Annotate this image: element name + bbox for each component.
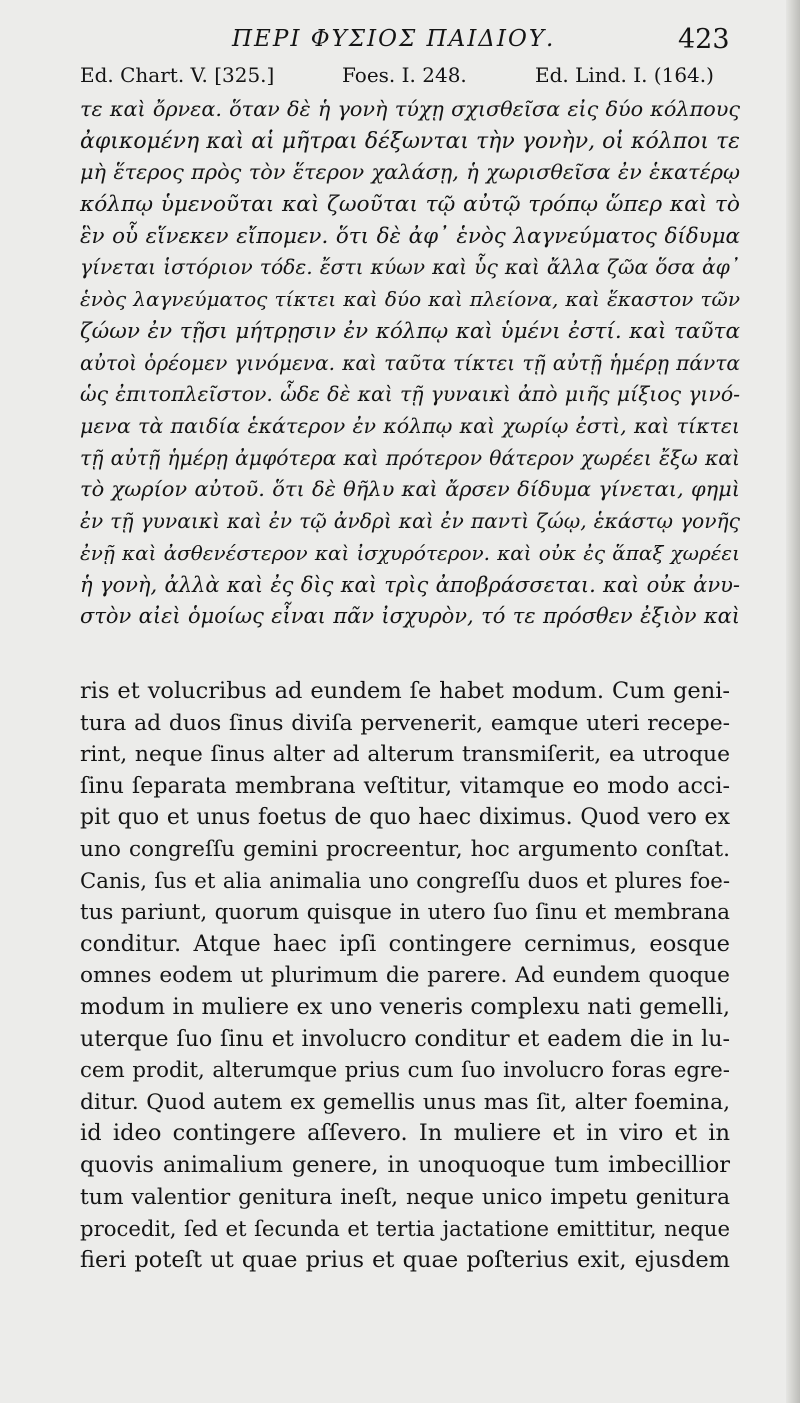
greek-line: ἡ γονὴ, ἀλλὰ καὶ ἐς δὶς καὶ τρὶς ἀποβράσσεται. καὶ οὐκ ἀνυ- xyxy=(80,572,740,598)
latin-line: fieri poteſt ut quae prius et quae poſterius exit, ejusdem xyxy=(80,1246,730,1273)
latin-line: Canis, ſus et alia animalia uno congreſſu duos et plures foe- xyxy=(80,868,730,894)
greek-line: κόλπῳ ὑμενοῦται καὶ ζωοῦται τῷ αὐτῷ τρόπῳ ὥπερ καὶ τὸ xyxy=(80,192,740,218)
latin-line: quovis animalium genere, in unoquoque tum imbecillior xyxy=(80,1151,730,1178)
latin-line: tum valentior genitura ineſt, neque unico impetu genitura xyxy=(80,1184,730,1210)
greek-line: στὸν αἰεὶ ὁμοίως εἶναι πᾶν ἰσχυρὸν, τό τε πρόσθεν ἐξιὸν καὶ xyxy=(80,604,740,628)
greek-line: τε καὶ ὄρνεα. ὅταν δὲ ἡ γονὴ τύχῃ σχισθεῖσα εἰς δύο κόλπους xyxy=(80,97,740,121)
greek-line: τῇ αὐτῇ ἡμέρῃ ἀμφότερα καὶ πρότερον θάτερον χωρέει ἔξω καὶ xyxy=(80,445,740,470)
latin-line: tus pariunt, quorum quisque in utero ſuo ſinu et membrana xyxy=(80,900,730,926)
page-edge-shadow xyxy=(786,0,800,1403)
greek-line: ζώων ἐν τῇσι μήτρῃσιν ἐν κόλπῳ καὶ ὑμένι ἐστί. καὶ ταῦτα xyxy=(80,318,740,344)
latin-line: procedit, ſed et ſecunda et tertia jactatione emittitur, neque xyxy=(80,1216,730,1242)
greek-line: τὸ χωρίον αὐτοῦ. ὅτι δὲ θῆλυ καὶ ἄρσεν δίδυμα γίνεται, φημὶ xyxy=(80,477,740,502)
latin-line: modum in muliere ex uno veneris complexu nati gemelli, xyxy=(80,993,730,1020)
greek-line: μὴ ἕτερος πρὸς τὸν ἕτερον χαλάσῃ, ἡ χωρισθεῖσα ἐν ἑκατέρῳ xyxy=(80,160,740,185)
latin-line: tura ad duos ſinus diviſa pervenerit, eamque uteri recepe- xyxy=(80,710,730,736)
latin-line: id ideo contingere aſſevero. In muliere et in viro et in xyxy=(80,1120,730,1147)
latin-line: uterque ſuo ſinu et involucro conditur et eadem die in lu- xyxy=(80,1025,730,1052)
running-title: ΠΕΡΙ ΦΥΣΙΟΣ ΠΑΙΔΙΟΥ. xyxy=(232,26,556,52)
latin-line: pit quo et unus foetus de quo haec diximus. Quod vero ex xyxy=(80,805,730,831)
greek-line: αὐτοὶ ὁρέομεν γινόμενα. καὶ ταῦτα τίκτει τῇ αὐτῇ ἡμέρῃ πάντα xyxy=(80,350,740,375)
greek-text-block xyxy=(80,94,740,633)
greek-line: ὡς ἐπιτοπλεῖστον. ὧδε δὲ καὶ τῇ γυναικὶ ἀπὸ μιῆς μίξιος γινό- xyxy=(80,382,740,407)
page-number: 423 xyxy=(678,24,730,55)
greek-line: γίνεται ἱστόριον τόδε. ἔστι κύων καὶ ὗς καὶ ἄλλα ζῶα ὅσα ἀφ᾽ xyxy=(80,255,740,280)
greek-line: ἐν τῇ γυναικὶ καὶ ἐν τῷ ἀνδρὶ καὶ ἐν παντὶ ζώῳ, ἑκάστῳ γονῆς xyxy=(80,508,740,533)
latin-line: rint, neque ſinus alter ad alterum transmiſerit, ea utroque xyxy=(80,742,730,768)
latin-text-block xyxy=(80,676,730,1276)
edition-ref-chart: Ed. Chart. V. [325.] xyxy=(80,63,275,87)
running-head xyxy=(0,22,800,58)
greek-line: ἐνῇ καὶ ἀσθενέστερον καὶ ἰσχυρότερον. καὶ οὐκ ἐς ἅπαξ χωρέει xyxy=(80,540,740,565)
latin-line: ditur. Quod autem ex gemellis unus mas ſit, alter foemina, xyxy=(80,1089,730,1115)
edition-ref-foes: Foes. I. 248. xyxy=(342,63,467,87)
greek-line: ἀφικομένη καὶ αἱ μῆτραι δέξωνται τὴν γονὴν, οἱ κόλποι τε xyxy=(80,128,740,154)
latin-line: ſinu ſeparata membrana veſtitur, vitamque eo modo acci- xyxy=(80,772,730,799)
latin-line: omnes eodem ut plurimum die parere. Ad eundem quoque xyxy=(80,963,730,989)
edition-ref-lind: Ed. Lind. I. (164.) xyxy=(535,63,714,87)
latin-line: ris et volucribus ad eundem ſe habet modum. Cum geni- xyxy=(80,678,730,704)
greek-line: μενα τὰ παιδία ἑκάτερον ἐν κόλπῳ καὶ χωρίῳ ἐστὶ, καὶ τίκτει xyxy=(80,413,740,438)
latin-line: uno congreſſu gemini procreentur, hoc argumento conſtat. xyxy=(80,836,730,862)
greek-line: ἑνὸς λαγνεύματος τίκτει καὶ δύο καὶ πλείονα, καὶ ἕκαστον τῶν xyxy=(80,287,740,312)
latin-line: conditur. Atque haec ipſi contingere cernimus, eosque xyxy=(80,930,730,957)
edition-references xyxy=(80,63,740,93)
greek-line: ἓν οὗ εἵνεκεν εἴπομεν. ὅτι δὲ ἀφ᾽ ἑνὸς λαγνεύματος δίδυμα xyxy=(80,223,740,249)
latin-line: cem prodit, alterumque prius cum ſuo involucro foras egre- xyxy=(80,1058,730,1084)
